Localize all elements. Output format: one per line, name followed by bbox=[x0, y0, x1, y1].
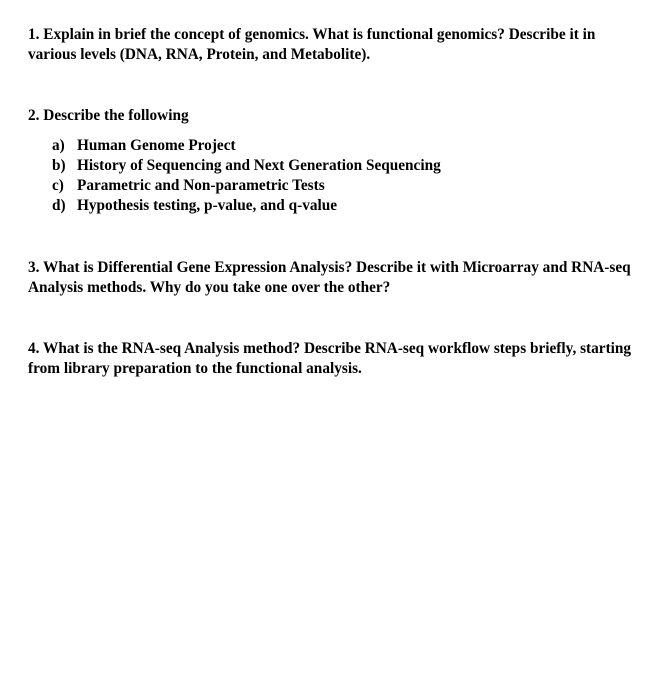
subitem-marker: b) bbox=[52, 157, 66, 174]
subitem-b bbox=[52, 156, 632, 176]
question-3: 3. What is Differential Gene Expression Analysis? Describe it with Microarray and RNA-seq Analysis methods. Why do you take one over the other? bbox=[28, 259, 631, 296]
question-1: 1. Explain in brief the concept of genomics. What is functional genomics? Describe it in various levels (DNA, RNA, Protein, and Metabolite). bbox=[28, 26, 596, 63]
subitem-marker: d) bbox=[52, 197, 66, 214]
subitem-marker: c) bbox=[52, 177, 64, 194]
question-2: 2. Describe the following bbox=[28, 107, 189, 124]
subitem-d bbox=[52, 196, 632, 216]
subitem-a bbox=[52, 136, 632, 156]
subitem-text: History of Sequencing and Next Generation Sequencing bbox=[77, 157, 441, 174]
subitem-text: Hypothesis testing, p-value, and q-value bbox=[77, 197, 338, 214]
subitem-marker: a) bbox=[52, 137, 65, 154]
subitem-text: Human Genome Project bbox=[77, 137, 236, 154]
question-2-subitems bbox=[52, 136, 632, 216]
question-4: 4. What is the RNA-seq Analysis method? Describe RNA-seq workflow steps briefly, starting from library preparation to the functional analysis. bbox=[28, 340, 632, 377]
subitem-c bbox=[52, 176, 632, 196]
subitem-text: Parametric and Non-parametric Tests bbox=[77, 177, 325, 194]
